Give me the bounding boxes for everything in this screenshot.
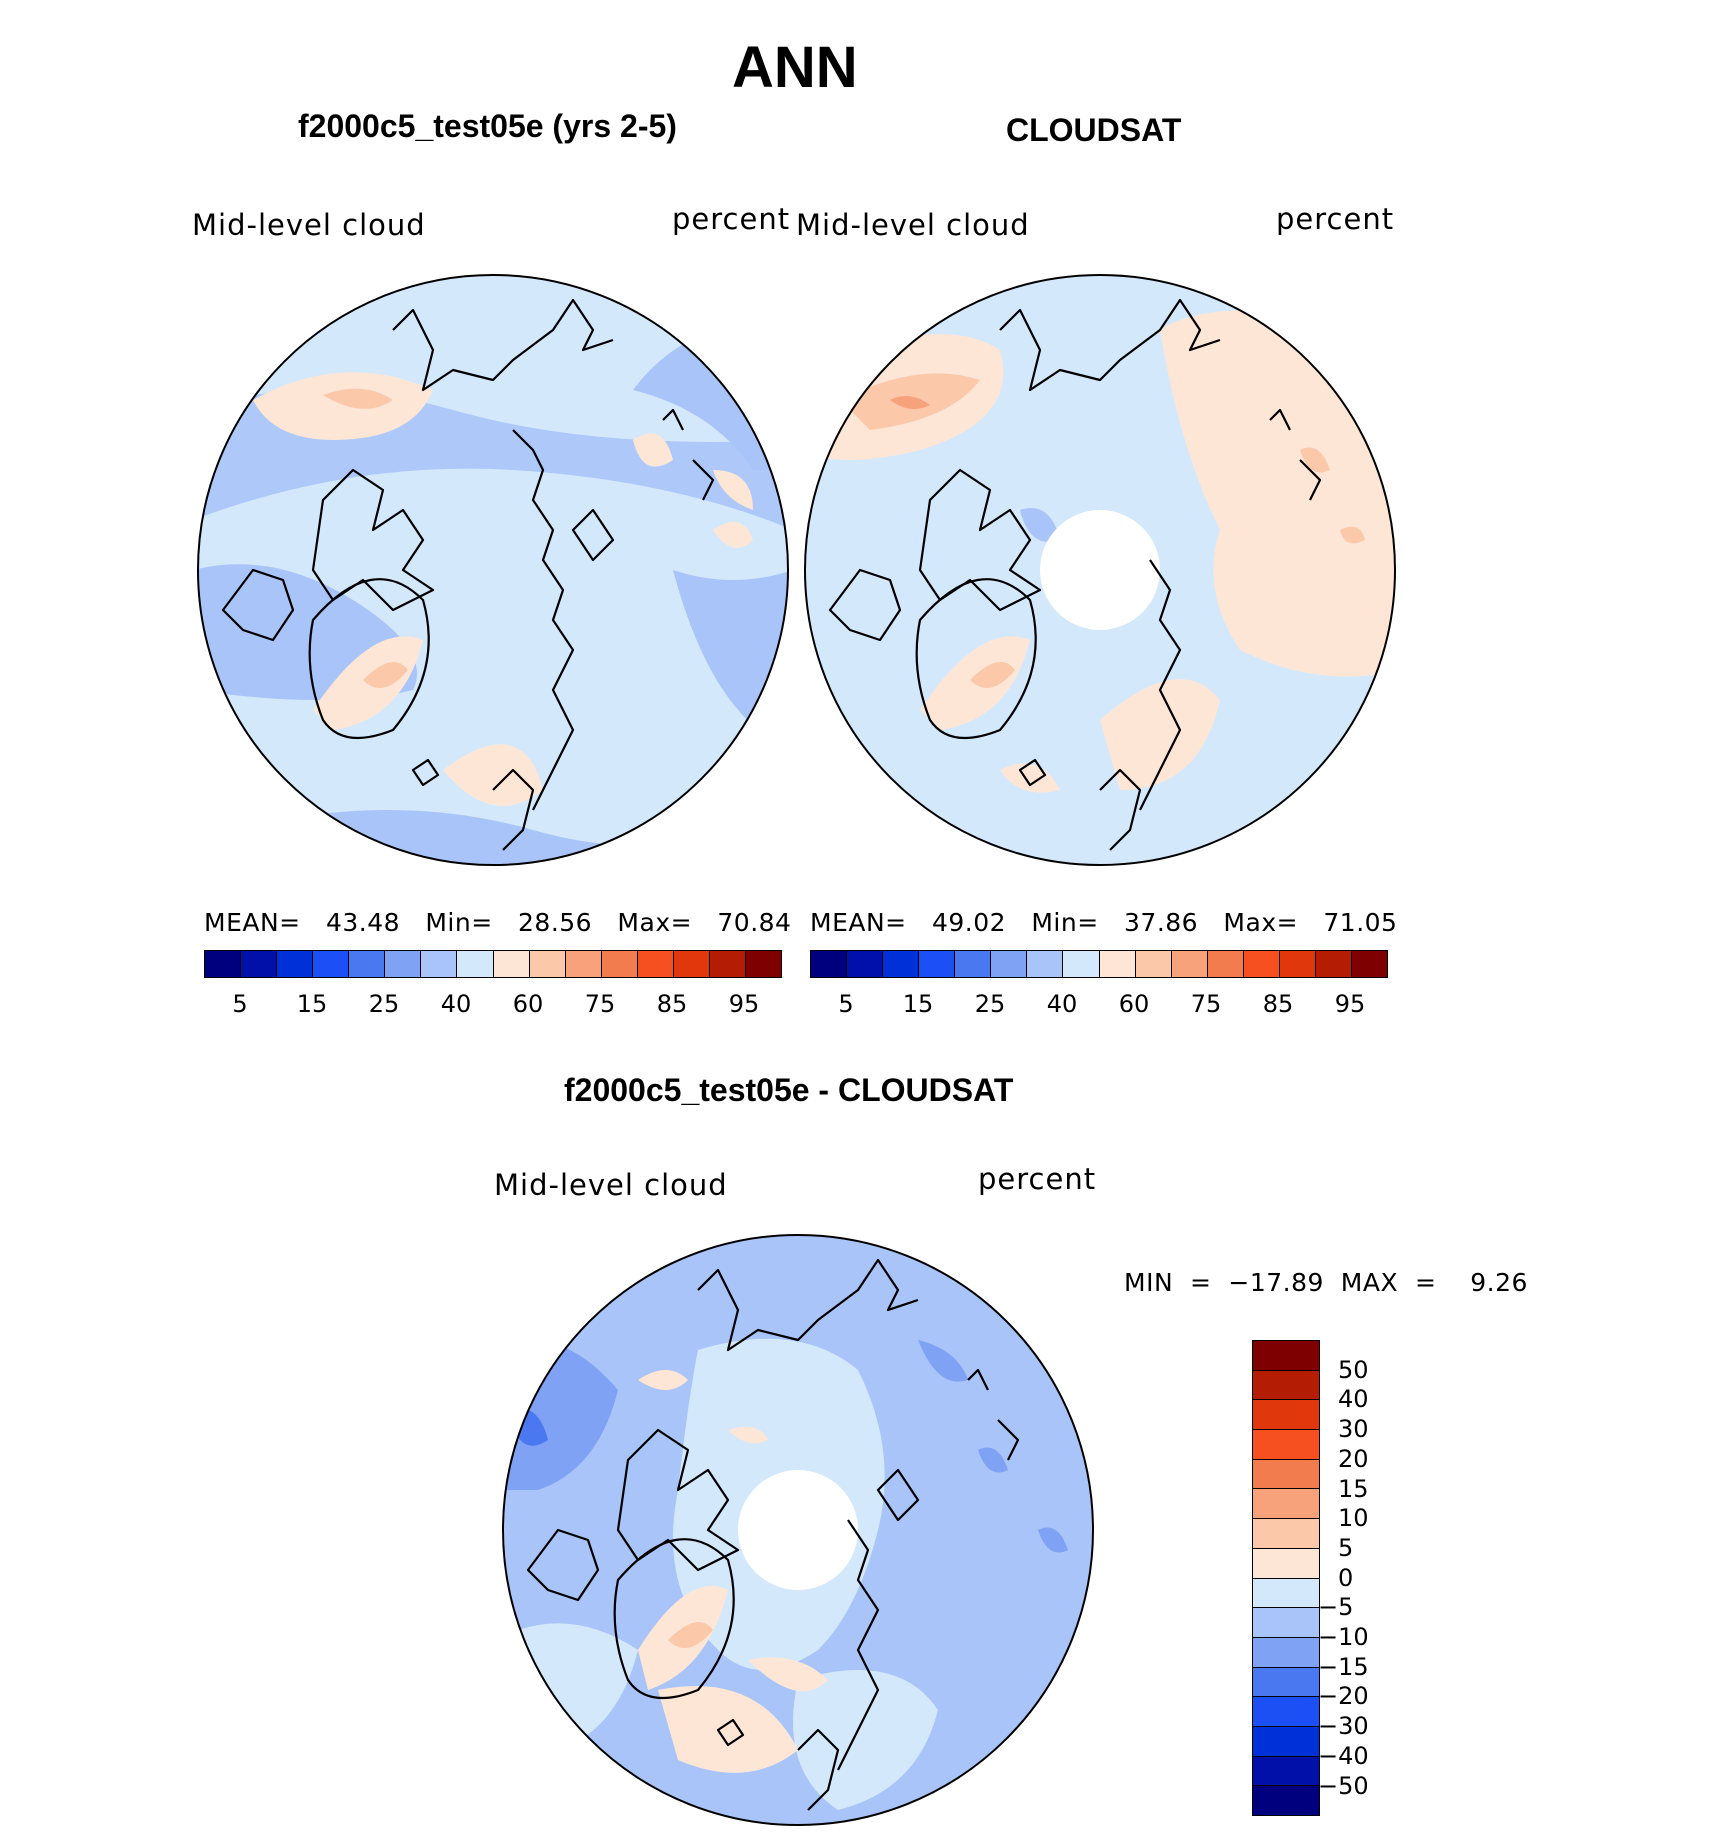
colorbar-swatch <box>1316 951 1352 977</box>
colorbar-swatch <box>674 951 710 977</box>
panel-1-colorbar-labels <box>204 990 780 1020</box>
colorbar-swatch <box>602 951 638 977</box>
colorbar-swatch <box>1253 1727 1319 1757</box>
colorbar-swatch <box>710 951 746 977</box>
colorbar-swatch <box>349 951 385 977</box>
colorbar-tick-label: 85 <box>656 990 688 1018</box>
colorbar-swatch <box>241 951 277 977</box>
colorbar-swatch <box>919 951 955 977</box>
panel-2-variable-label: Mid-level cloud <box>796 208 1030 242</box>
panel-1-stats: MEAN= 43.48 Min= 28.56 Max= 70.84 <box>204 908 792 937</box>
colorbar-tick-label: −15 <box>1318 1652 1369 1681</box>
colorbar-tick-label: 40 <box>1338 1385 1369 1414</box>
colorbar-tick-label: 5 <box>838 990 854 1018</box>
colorbar-tick-label: 0 <box>1338 1563 1354 1592</box>
colorbar-tick-label: 75 <box>584 990 616 1018</box>
colorbar-swatch <box>1136 951 1172 977</box>
colorbar-swatch <box>1253 1460 1319 1490</box>
colorbar-swatch <box>566 951 602 977</box>
difference-colorbar <box>1252 1340 1320 1816</box>
difference-colorbar-labels <box>1318 1340 1426 1820</box>
panel-2-colorbar <box>810 950 1388 978</box>
colorbar-swatch <box>1280 951 1316 977</box>
colorbar-swatch <box>955 951 991 977</box>
colorbar-swatch <box>530 951 566 977</box>
colorbar-swatch <box>457 951 493 977</box>
polar-map-observations <box>800 270 1400 870</box>
colorbar-tick-label: 10 <box>1338 1504 1369 1533</box>
colorbar-swatch <box>1253 1757 1319 1787</box>
colorbar-swatch <box>991 951 1027 977</box>
colorbar-tick-label: 60 <box>512 990 544 1018</box>
panel-1-colorbar <box>204 950 782 978</box>
colorbar-tick-label: 5 <box>1338 1533 1354 1562</box>
colorbar-tick-label: 15 <box>296 990 328 1018</box>
colorbar-swatch <box>1253 1579 1319 1609</box>
panel-2-units-label: percent <box>1276 202 1395 236</box>
colorbar-tick-label: 20 <box>1338 1444 1369 1473</box>
colorbar-swatch <box>1253 1519 1319 1549</box>
colorbar-swatch <box>1253 1638 1319 1668</box>
colorbar-swatch <box>205 951 241 977</box>
polar-map-model <box>193 270 793 870</box>
panel-2-title: CLOUDSAT <box>1006 112 1182 148</box>
colorbar-tick-label: −30 <box>1318 1712 1369 1741</box>
polar-map-difference <box>498 1230 1098 1830</box>
colorbar-swatch <box>421 951 457 977</box>
colorbar-swatch <box>847 951 883 977</box>
colorbar-swatch <box>1027 951 1063 977</box>
colorbar-tick-label: 40 <box>440 990 472 1018</box>
colorbar-swatch <box>1253 1608 1319 1638</box>
panel-1-units-label: percent <box>672 202 791 236</box>
colorbar-tick-label: −50 <box>1318 1771 1369 1800</box>
colorbar-swatch <box>1253 1697 1319 1727</box>
colorbar-tick-label: 30 <box>1338 1415 1369 1444</box>
colorbar-tick-label: 85 <box>1262 990 1294 1018</box>
panel-3-units-label: percent <box>978 1162 1097 1196</box>
colorbar-swatch <box>1253 1668 1319 1698</box>
colorbar-tick-label: 50 <box>1338 1355 1369 1384</box>
figure-title: ANN <box>732 35 858 100</box>
colorbar-swatch <box>1208 951 1244 977</box>
colorbar-swatch <box>746 951 781 977</box>
colorbar-swatch <box>1253 1786 1319 1815</box>
colorbar-swatch <box>1100 951 1136 977</box>
colorbar-tick-label: −5 <box>1318 1593 1354 1622</box>
colorbar-swatch <box>1352 951 1387 977</box>
colorbar-swatch <box>811 951 847 977</box>
colorbar-swatch <box>638 951 674 977</box>
colorbar-tick-label: −40 <box>1318 1741 1369 1770</box>
colorbar-tick-label: 95 <box>728 990 760 1018</box>
colorbar-swatch <box>494 951 530 977</box>
colorbar-tick-label: 60 <box>1118 990 1150 1018</box>
colorbar-tick-label: 95 <box>1334 990 1366 1018</box>
colorbar-swatch <box>1253 1400 1319 1430</box>
panel-3-variable-label: Mid-level cloud <box>494 1168 728 1202</box>
panel-2-stats: MEAN= 49.02 Min= 37.86 Max= 71.05 <box>810 908 1398 937</box>
colorbar-tick-label: −10 <box>1318 1623 1369 1651</box>
colorbar-tick-label: −20 <box>1318 1682 1369 1711</box>
colorbar-tick-label: 40 <box>1046 990 1078 1018</box>
colorbar-swatch <box>1063 951 1099 977</box>
colorbar-swatch <box>1253 1430 1319 1460</box>
colorbar-swatch <box>277 951 313 977</box>
colorbar-swatch <box>1253 1341 1319 1371</box>
panel-3-title: f2000c5_test05e - CLOUDSAT <box>564 1072 1014 1108</box>
colorbar-swatch <box>1253 1489 1319 1519</box>
colorbar-tick-label: 15 <box>902 990 934 1018</box>
colorbar-tick-label: 25 <box>368 990 400 1018</box>
colorbar-tick-label: 15 <box>1338 1474 1369 1503</box>
colorbar-swatch <box>1172 951 1208 977</box>
colorbar-swatch <box>883 951 919 977</box>
panel-1-variable-label: Mid-level cloud <box>192 208 426 242</box>
colorbar-swatch <box>385 951 421 977</box>
colorbar-tick-label: 25 <box>974 990 1006 1018</box>
colorbar-swatch <box>1253 1549 1319 1579</box>
colorbar-swatch <box>313 951 349 977</box>
panel-1-title: f2000c5_test05e (yrs 2-5) <box>298 108 677 144</box>
panel-3-min-max: MIN = −17.89 MAX = 9.26 <box>1124 1268 1528 1297</box>
colorbar-swatch <box>1244 951 1280 977</box>
colorbar-tick-label: 5 <box>232 990 248 1018</box>
panel-2-colorbar-labels <box>810 990 1386 1020</box>
colorbar-swatch <box>1253 1371 1319 1401</box>
colorbar-tick-label: 75 <box>1190 990 1222 1018</box>
